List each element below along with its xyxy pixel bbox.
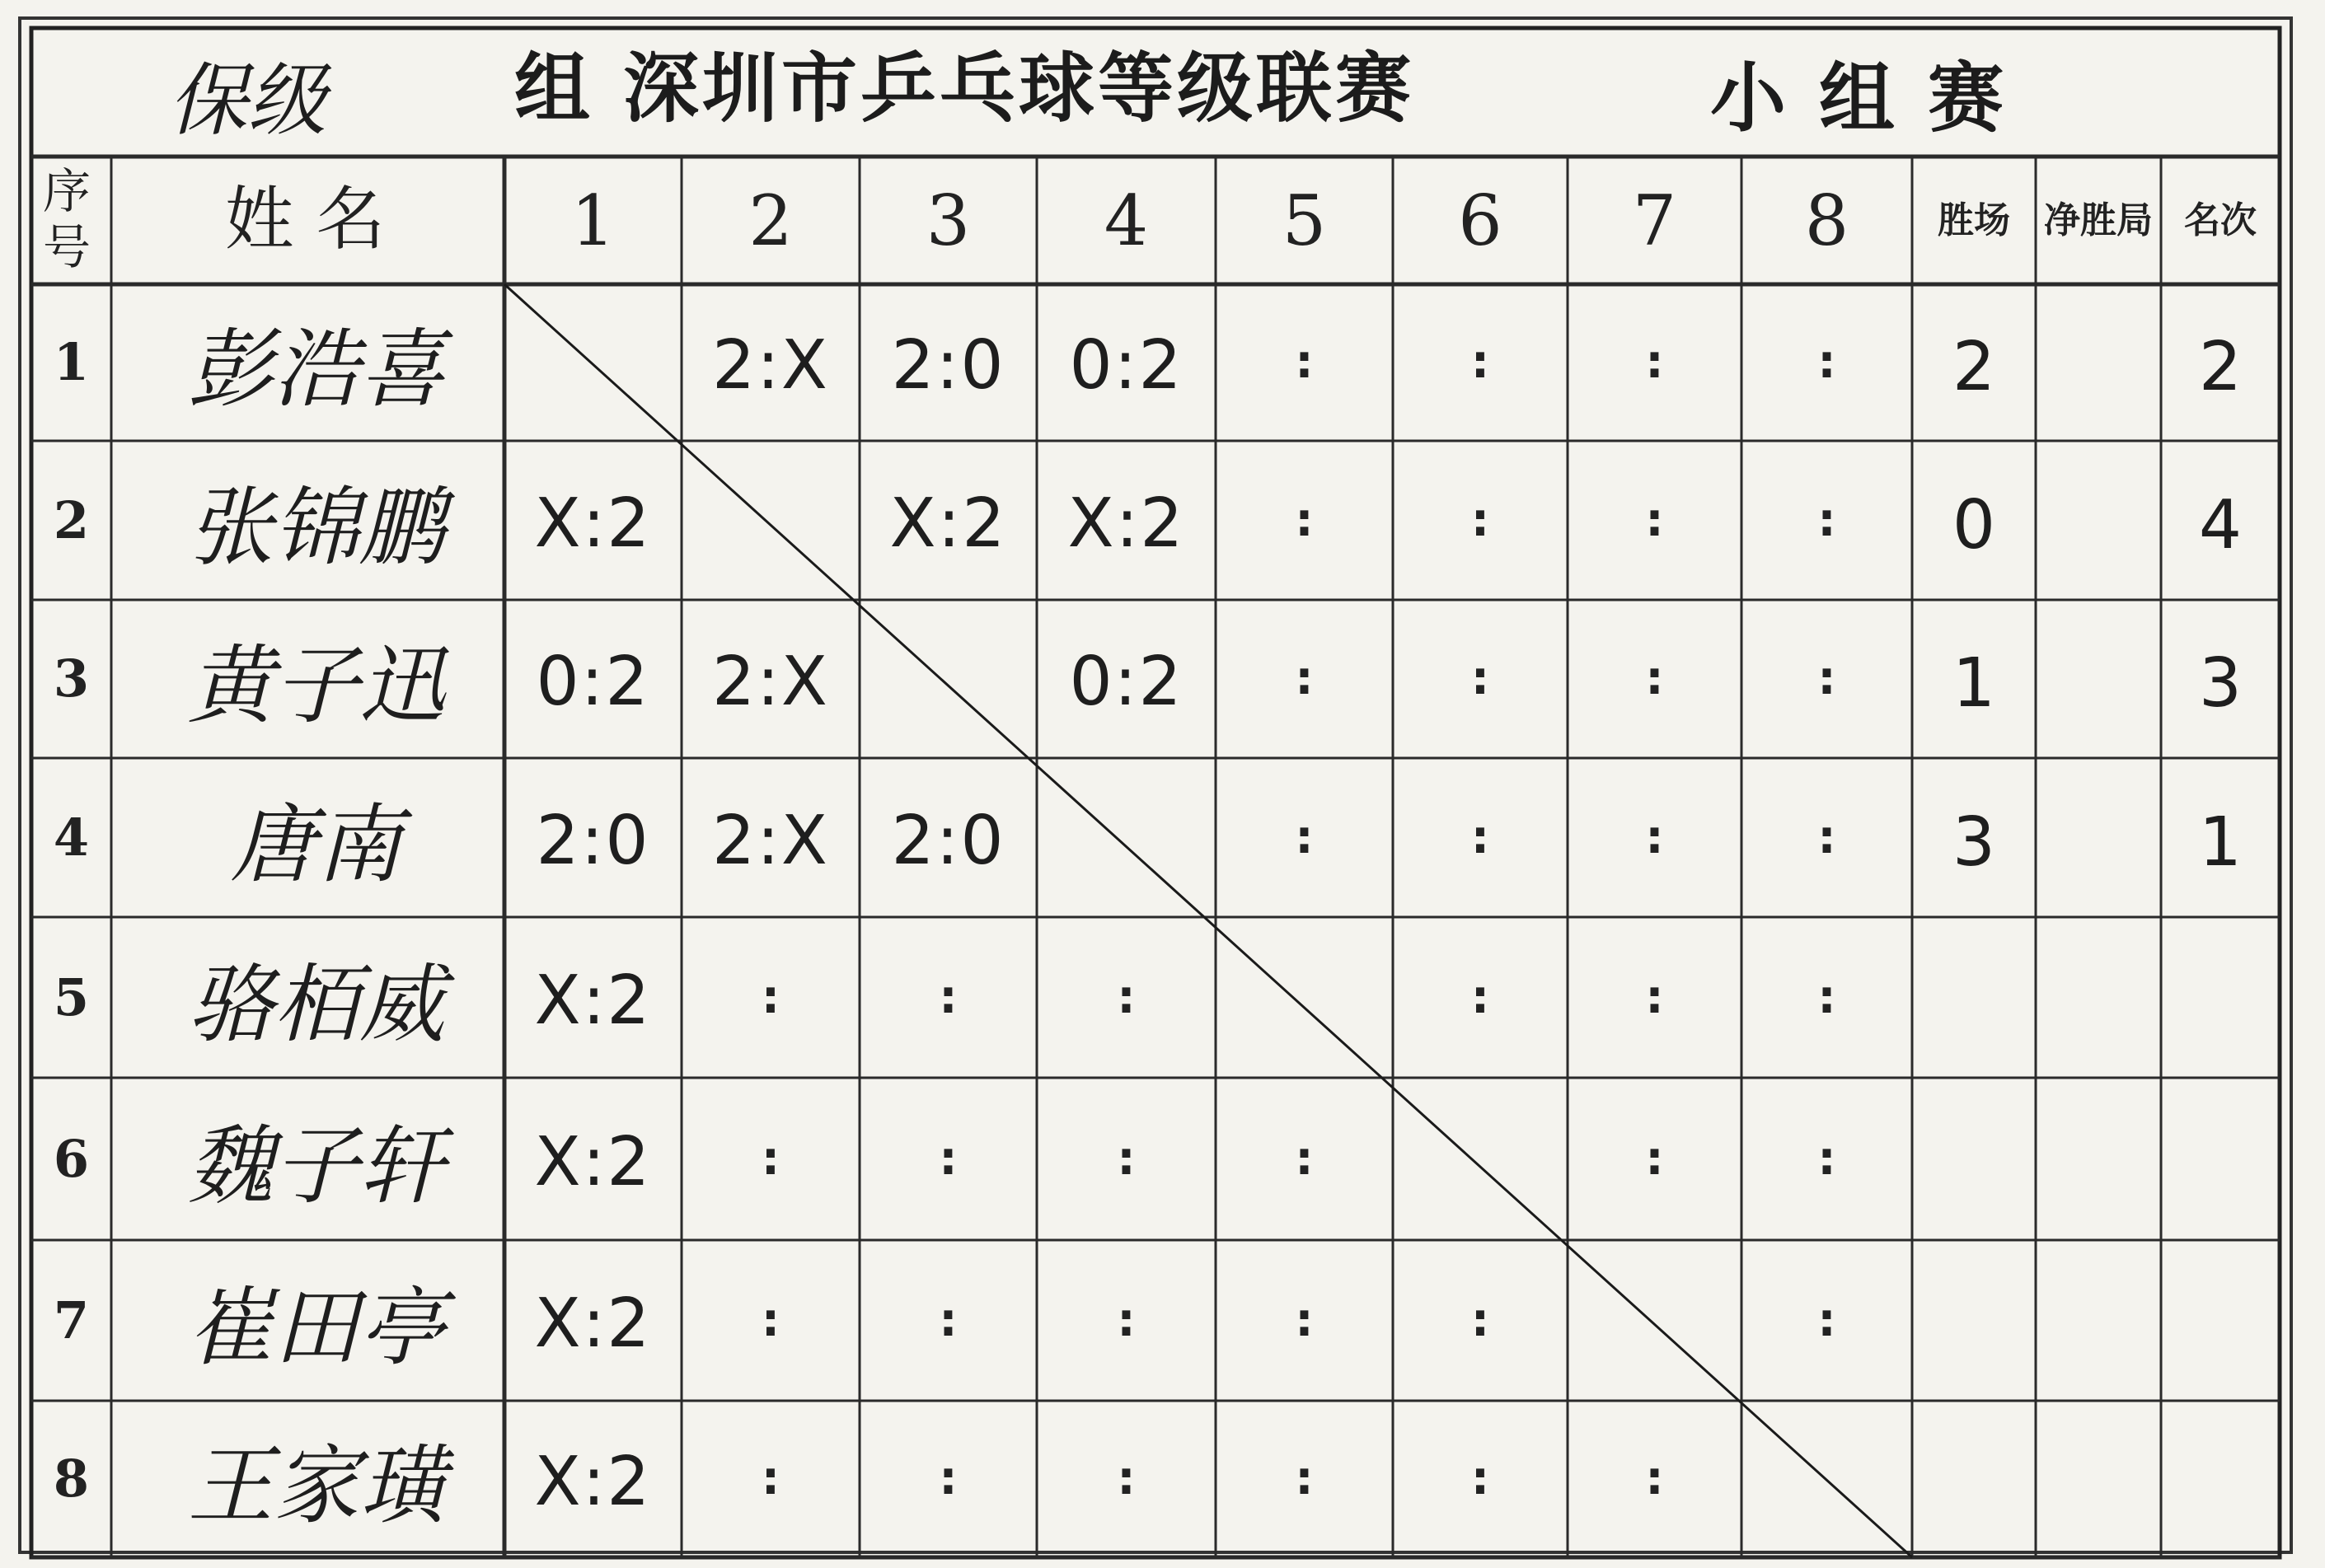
match-score: X:2 [534, 1284, 652, 1363]
sheet-title: 组 深圳市乒乓球等级联赛 [513, 44, 1415, 133]
header-col-7: 7 [1632, 180, 1677, 261]
empty-score-colon: : [1470, 970, 1490, 1024]
match-score: 2:X [712, 326, 829, 405]
empty-score-colon: : [1817, 652, 1836, 705]
player-name: 张锦鹏 [187, 476, 445, 578]
row-number: 2 [53, 489, 90, 550]
header-seq-top: 序 [42, 163, 91, 219]
header-col-8: 8 [1804, 180, 1849, 261]
match-score: 2:0 [891, 801, 1005, 880]
empty-score-colon: : [1470, 335, 1490, 389]
empty-score-colon: : [1470, 1293, 1490, 1347]
player-name: 彭浩喜 [187, 319, 445, 419]
header-net-games: 净胜局 [2044, 199, 2153, 241]
player-name: 魏子轩 [187, 1115, 445, 1216]
group-handwritten: 保级 [168, 54, 326, 147]
empty-score-colon: : [1817, 493, 1836, 547]
rank-value: 2 [2198, 328, 2243, 406]
empty-score-colon: : [1817, 1293, 1836, 1347]
player-name: 黄子迅 [187, 635, 445, 736]
row-number: 4 [53, 807, 90, 868]
empty-score-colon: : [939, 1452, 958, 1505]
header-col-1: 1 [570, 180, 616, 261]
rank-value: 4 [2198, 485, 2243, 564]
empty-score-colon: : [1117, 1452, 1136, 1505]
self-match-diagonal [504, 284, 1912, 1557]
player-name: 骆栢威 [187, 953, 445, 1055]
header-rank: 名次 [2184, 199, 2257, 241]
empty-score-colon: : [1117, 1131, 1136, 1186]
empty-score-colon: : [939, 970, 958, 1024]
empty-score-colon: : [1295, 652, 1314, 705]
empty-score-colon: : [1645, 493, 1664, 547]
player-name: 唐南 [230, 793, 402, 895]
row-number: 3 [53, 648, 90, 709]
empty-score-colon: : [1295, 810, 1314, 864]
wins-value: 0 [1952, 485, 1996, 564]
empty-score-colon: : [1295, 1131, 1314, 1186]
stage-title: 小 组 赛 [1709, 54, 2008, 143]
empty-score-colon: : [1817, 810, 1836, 864]
empty-score-colon: : [1645, 970, 1664, 1024]
match-score: 2:X [712, 801, 829, 880]
match-score: 2:X [712, 643, 829, 721]
match-score: 2:0 [536, 801, 650, 880]
match-score: 2:0 [891, 326, 1005, 405]
header-col-3: 3 [926, 180, 971, 261]
empty-score-colon: : [1645, 335, 1664, 389]
match-score: X:2 [889, 484, 1007, 563]
row-number: 6 [53, 1128, 90, 1189]
empty-score-colon: : [1645, 1131, 1664, 1186]
empty-score-colon: : [1117, 970, 1136, 1024]
empty-score-colon: : [761, 1131, 780, 1186]
header-col-4: 4 [1104, 180, 1149, 261]
match-score: 0:2 [1069, 643, 1184, 721]
empty-score-colon: : [1817, 1131, 1836, 1186]
empty-score-colon: : [1645, 652, 1664, 705]
empty-score-colon: : [1817, 970, 1836, 1024]
match-score: X:2 [534, 961, 652, 1040]
empty-score-colon: : [939, 1131, 958, 1186]
empty-score-colon: : [1295, 1452, 1314, 1505]
empty-score-colon: : [761, 970, 780, 1024]
header-seq-bottom: 号 [42, 219, 91, 275]
header-wins: 胜场 [1938, 199, 2010, 241]
match-score: X:2 [534, 1443, 652, 1521]
row-number: 8 [53, 1449, 90, 1509]
empty-score-colon: : [1645, 810, 1664, 864]
empty-score-colon: : [1470, 652, 1490, 705]
header-col-2: 2 [748, 180, 793, 261]
row-number: 7 [53, 1290, 90, 1350]
empty-score-colon: : [1645, 1452, 1664, 1505]
row-number: 1 [53, 332, 90, 392]
empty-score-colon: : [1295, 335, 1314, 389]
empty-score-colon: : [939, 1293, 958, 1347]
player-name: 崔田亭 [187, 1276, 445, 1378]
wins-value: 1 [1952, 644, 1996, 723]
empty-score-colon: : [1470, 1452, 1490, 1505]
rank-value: 3 [2198, 644, 2243, 723]
empty-score-colon: : [761, 1452, 780, 1505]
empty-score-colon: : [1470, 493, 1490, 547]
empty-score-colon: : [1117, 1293, 1136, 1347]
empty-score-colon: : [1295, 493, 1314, 547]
row-number: 5 [53, 967, 90, 1027]
rank-value: 1 [2198, 803, 2243, 882]
empty-score-colon: : [1295, 1293, 1314, 1347]
empty-score-colon: : [1470, 810, 1490, 864]
header-col-5: 5 [1282, 180, 1327, 261]
match-score: X:2 [534, 1122, 652, 1201]
match-score: X:2 [534, 484, 652, 563]
wins-value: 2 [1952, 328, 1996, 406]
header-col-6: 6 [1458, 180, 1502, 261]
header-name: 姓 名 [224, 179, 386, 260]
match-score: 0:2 [1069, 326, 1184, 405]
wins-value: 3 [1952, 803, 1996, 882]
empty-score-colon: : [761, 1293, 780, 1347]
match-score: X:2 [1067, 484, 1185, 563]
match-score: 0:2 [536, 643, 650, 721]
empty-score-colon: : [1817, 335, 1836, 389]
player-name: 王家璜 [187, 1435, 445, 1536]
